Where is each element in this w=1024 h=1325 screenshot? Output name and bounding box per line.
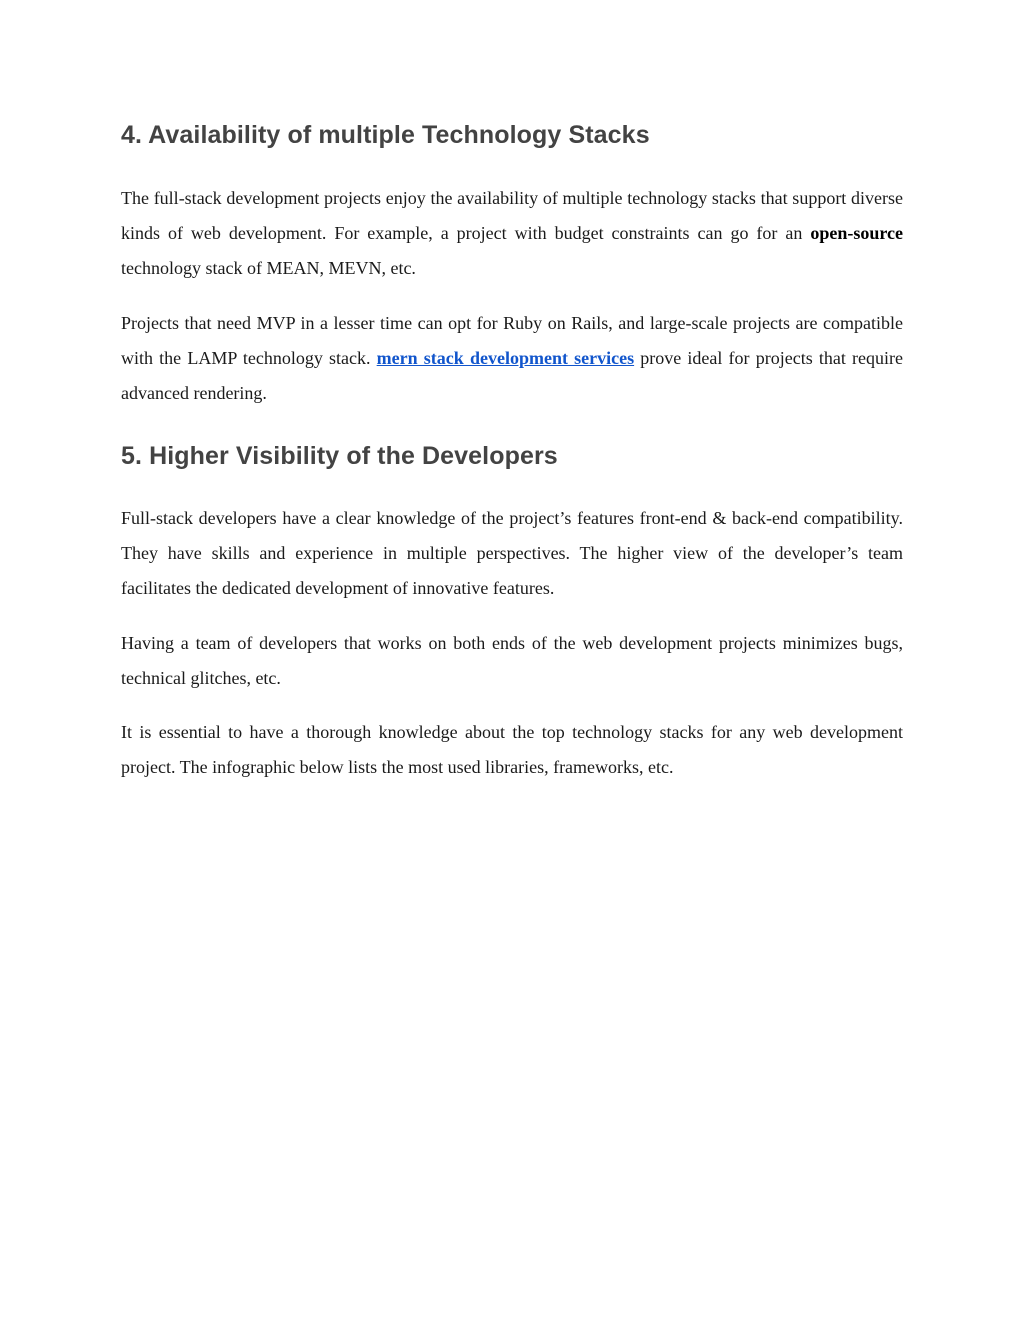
- paragraph-mvp-lamp: [121, 306, 903, 410]
- mern-services-link[interactable]: mern stack development services: [376, 347, 635, 368]
- paragraph-infographic-intro: It is essential to have a thorough knowledge about the top technology stacks for any web development project. The infographic below lists the most used libraries, frameworks, etc.: [121, 722, 903, 777]
- bold-term-open-source: open-source: [810, 222, 903, 243]
- paragraph-text: The full-stack development projects enjoy the availability of multiple technology stacks that support diverse kinds of web development. For example, a project with budget constraints can go for an: [121, 188, 903, 243]
- paragraph-technology-stacks: [121, 181, 903, 285]
- section-heading-visibility: 5. Higher Visibility of the Developers: [121, 442, 558, 470]
- paragraph-text: technology stack of MEAN, MEVN, etc.: [121, 257, 416, 278]
- paragraph-team-both-ends: Having a team of developers that works on both ends of the web development projects minimizes bugs, technical glitches, etc.: [121, 633, 903, 688]
- paragraph-text: Projects that need MVP in a lesser time can opt for Ruby on Rails, and large-scale projects are compatible with the LAMP technology stack.: [121, 313, 903, 368]
- paragraph-text: prove ideal for projects that require advanced rendering.: [121, 347, 903, 403]
- paragraph-fullstack-knowledge: Full-stack developers have a clear knowledge of the project’s features front-end & back-end compatibility. They have skills and experience in multiple perspectives. The higher view of the developer’s team facilitates the dedicated development of innovative features.: [121, 508, 903, 598]
- section-heading-availability: 4. Availability of multiple Technology Stacks: [121, 121, 650, 149]
